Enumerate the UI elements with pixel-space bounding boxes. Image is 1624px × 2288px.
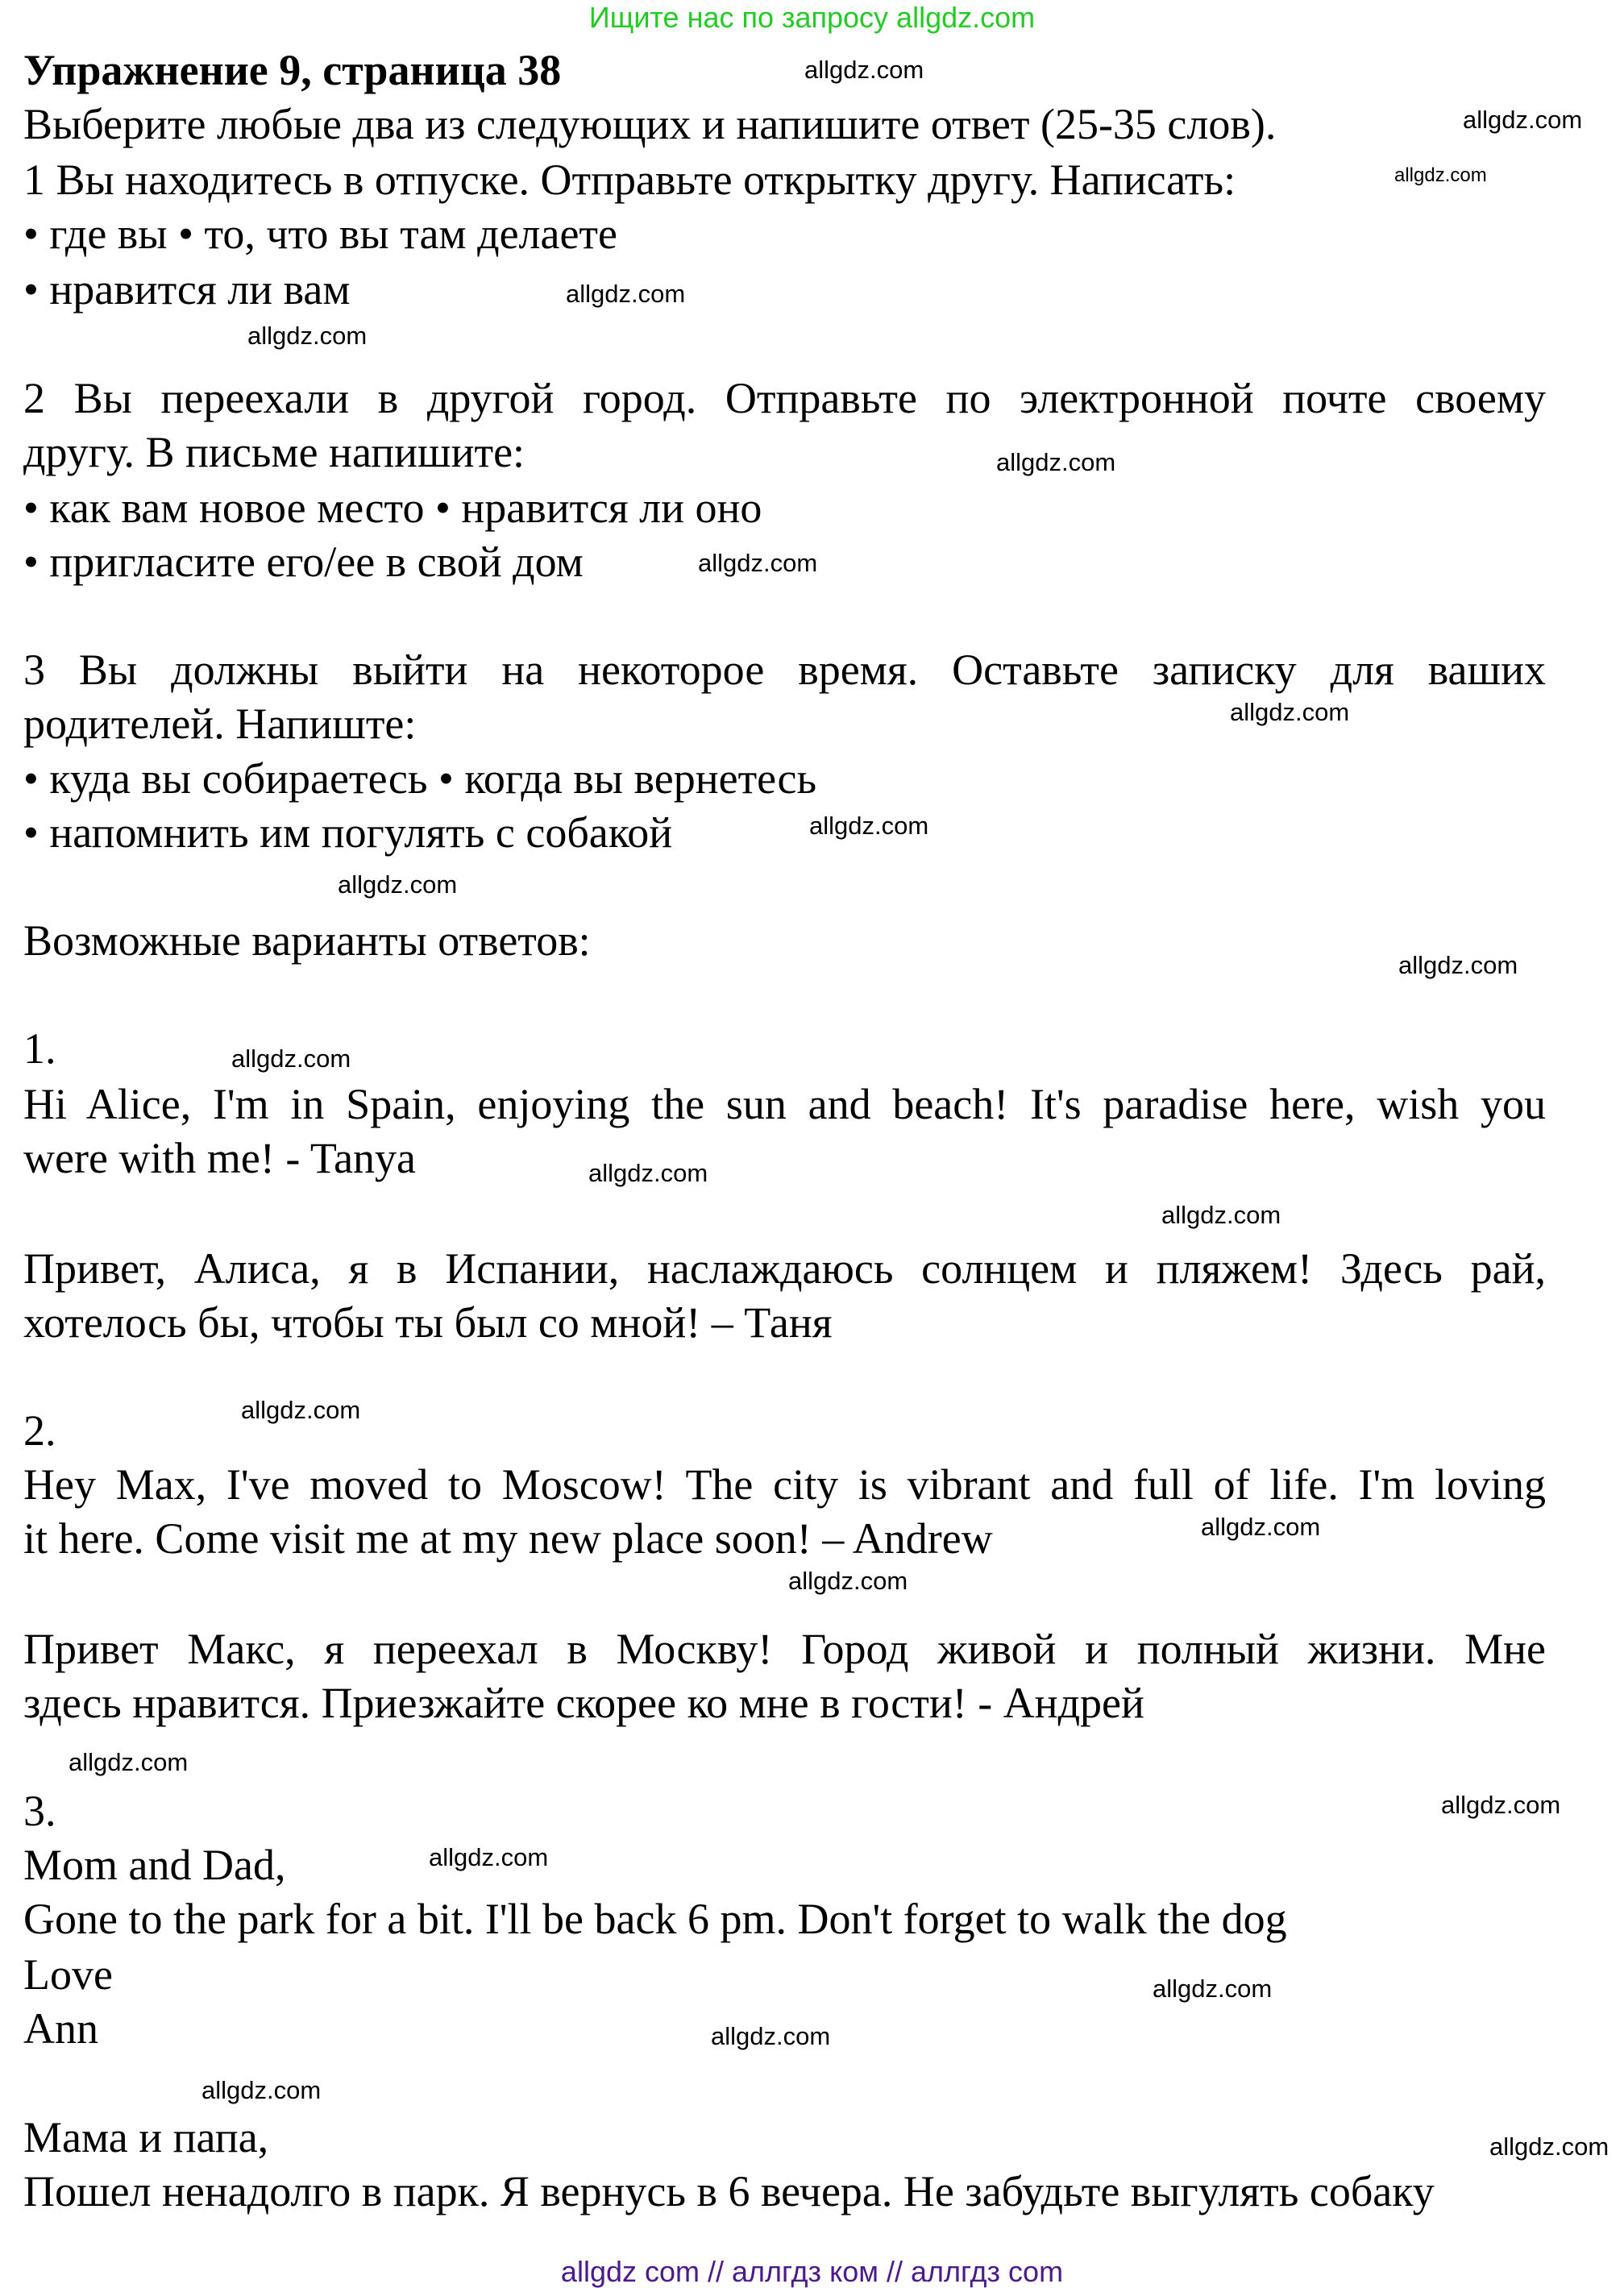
answers-heading: Возможные варианты ответов: (23, 916, 591, 965)
watermark: allgdz.com (788, 1567, 908, 1595)
task-3-cont: родителей. Напиште: (23, 700, 417, 748)
task-2-cont: другу. В письме напишите: (23, 428, 525, 476)
answer-3-en: Mom and Dad, (23, 1841, 286, 1889)
task-1-bullet: • нравится ли вам (23, 265, 351, 314)
watermark: allgdz.com (241, 1396, 361, 1424)
watermark: allgdz.com (1441, 1791, 1561, 1819)
watermark: allgdz.com (1153, 1974, 1273, 2003)
answer-1-en: Hi Alice, I'm in Spain, enjoying the sun and beach! It's paradise here, wish you (23, 1080, 1546, 1128)
watermark: allgdz.com (1489, 2132, 1609, 2161)
instruction: Выберите любые два из следующих и напишите ответ (25-35 слов). (23, 100, 1277, 148)
watermark: allgdz.com (1463, 106, 1583, 134)
watermark: allgdz.com (1230, 698, 1350, 726)
answer-1-ru-cont: хотелось бы, чтобы ты был со мной! – Таня (23, 1298, 833, 1347)
answer-number: 2. (23, 1406, 56, 1455)
task-2-bullet: • как вам новое место • нравится ли оно (23, 484, 762, 532)
task-1: 1 Вы находитесь в отпуске. Отправьте открытку другу. Написать: (23, 156, 1236, 204)
answer-3-en: Gone to the park for a bit. I'll be back 6 pm. Don't forget to walk the dog (23, 1895, 1287, 1943)
watermark: allgdz.com (711, 2022, 831, 2050)
answer-3-en: Love (23, 1950, 113, 1999)
answer-3-ru: Мама и папа, (23, 2113, 269, 2161)
watermark: allgdz.com (69, 1748, 189, 1776)
watermark: allgdz.com (809, 812, 929, 840)
answer-number: 1. (23, 1024, 56, 1073)
answer-2-ru: Привет Макс, я переехал в Москву! Город живой и полный жизни. Мне (23, 1625, 1546, 1673)
task-2: 2 Вы переехали в другой город. Отправьте по электронной почте своему (23, 374, 1546, 422)
answer-number: 3. (23, 1787, 56, 1835)
watermark: allgdz.com (231, 1044, 351, 1073)
task-3-bullet: • напомнить им погулять с собакой (23, 808, 673, 857)
watermark: allgdz.com (1201, 1513, 1321, 1541)
answer-2-ru-cont: здесь нравится. Приезжайте скорее ко мне в гости! - Андрей (23, 1679, 1144, 1727)
answer-3-ru: Пошел ненадолго в парк. Я вернусь в 6 вечера. Не забудьте выгулять собаку (23, 2167, 1435, 2215)
answer-1-en-cont: were with me! - Tanya (23, 1134, 417, 1182)
answer-2-en: Hey Max, I've moved to Moscow! The city is vibrant and full of life. I'm loving (23, 1460, 1546, 1509)
watermark: allgdz.com (996, 448, 1116, 476)
watermark: allgdz.com (247, 322, 368, 350)
task-1-bullet: • где вы • то, что вы там делаете (23, 210, 617, 258)
task-2-bullet: • пригласите его/ее в свой дом (23, 538, 584, 586)
watermark: allgdz.com (201, 2076, 322, 2104)
watermark: allgdz.com (1398, 951, 1518, 979)
page-title: Упражнение 9, страница 38 (23, 46, 562, 94)
watermark: allgdz.com (588, 1159, 708, 1187)
watermark: allgdz.com (1161, 1201, 1281, 1229)
watermark: allgdz.com (566, 280, 686, 308)
task-3-bullet: • куда вы собираетесь • когда вы вернетесь (23, 754, 817, 803)
search-banner[interactable]: Ищите нас по запросу allgdz.com (588, 1, 1036, 34)
watermark: allgdz.com (1394, 164, 1487, 186)
answer-1-ru: Привет, Алиса, я в Испании, наслаждаюсь солнцем и пляжем! Здесь рай, (23, 1244, 1546, 1293)
watermark: allgdz.com (429, 1843, 549, 1871)
footer-links[interactable]: allgdz com // аллгдз ком // аллгдз com (560, 2255, 1064, 2288)
answer-3-en: Ann (23, 2004, 98, 2053)
watermark: allgdz.com (338, 870, 458, 899)
watermark: allgdz.com (804, 56, 924, 84)
watermark: allgdz.com (698, 549, 818, 577)
task-3: 3 Вы должны выйти на некоторое время. Оставьте записку для ваших (23, 646, 1546, 694)
answer-2-en-cont: it here. Come visit me at my new place soon! – Andrew (23, 1514, 993, 1563)
